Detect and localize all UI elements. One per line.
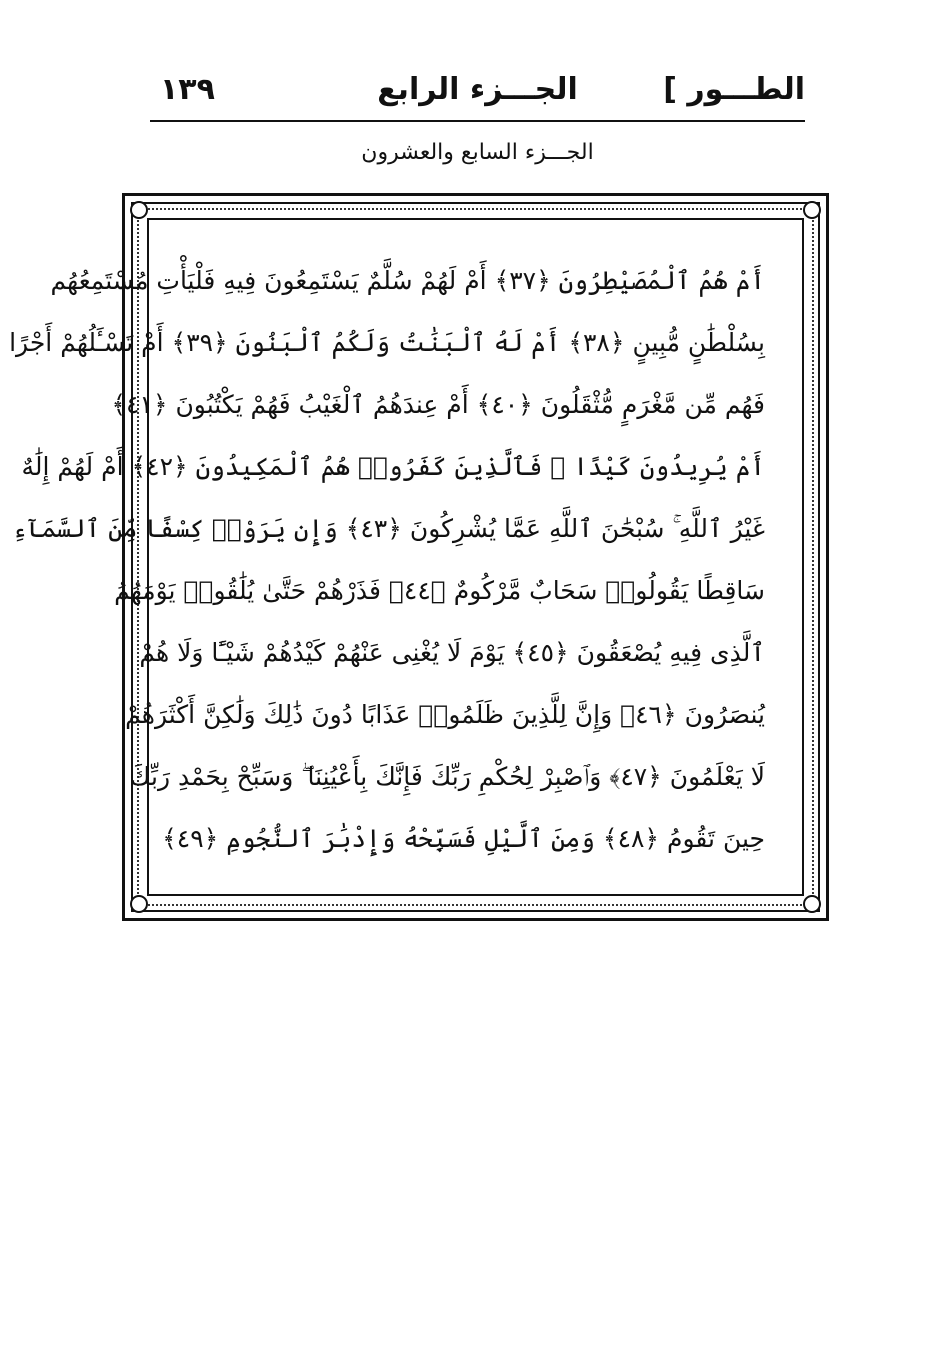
verse-line: بِسُلْطَٰنٍ مُّبِينٍ ﴿٣٨﴾ أَمْ لَهُ ٱلْبَنَٰتُ وَلَكُمُ ٱلْبَنُونَ ﴿٣٩﴾ أَمْ تَسْـَٔلُهُمْ أَجْرًا bbox=[9, 328, 765, 357]
verse-line: ٱلَّذِى فِيهِ يُصْعَقُونَ ﴿٤٥﴾ يَوْمَ لَا يُغْنِى عَنْهُمْ كَيْدُهُمْ شَيْـًٔا وَلَا هُمْ bbox=[139, 638, 765, 667]
verse-line: فَهُم مِّن مَّغْرَمٍ مُّثْقَلُونَ ﴿٤٠﴾ أَمْ عِندَهُمُ ٱلْغَيْبُ فَهُمْ يَكْتُبُونَ ﴿٤١﴾ bbox=[111, 390, 765, 419]
verse-line: يُنصَرُونَ ﴿٤٦﴾ وَإِنَّ لِلَّذِينَ ظَلَمُوا۟ عَذَابًا دُونَ ذَٰلِكَ وَلَٰكِنَّ أَكْثَرَهُمْ bbox=[125, 700, 765, 729]
part-title: الجـــزء الرابع bbox=[377, 72, 578, 107]
verse-line: أَمْ هُمُ ٱلْمُصَيْطِرُونَ ﴿٣٧﴾ أَمْ لَهُمْ سُلَّمٌ يَسْتَمِعُونَ فِيهِ فَلْيَأْتِ مُسْتَمِعُهُم bbox=[50, 266, 765, 295]
verse-line: غَيْرُ ٱللَّهِ ۚ سُبْحَٰنَ ٱللَّهِ عَمَّا يُشْرِكُونَ ﴿٤٣﴾ وَإِن يَرَوْا۟ كِسْفًا مِّنَ ٱلسَّمَآءِ bbox=[12, 514, 765, 543]
verse-line: سَاقِطًا يَقُولُوا۟ سَحَابٌ مَّرْكُومٌ ﴿٤٤﴾ فَذَرْهُمْ حَتَّىٰ يُلَٰقُوا۟ يَوْمَهُمُ bbox=[114, 576, 765, 605]
surah-name: الطـــور ] bbox=[663, 72, 805, 107]
header-divider bbox=[150, 120, 805, 122]
page-number: ١٣٩ bbox=[160, 72, 215, 107]
verse-line: حِينَ تَقُومُ ﴿٤٨﴾ وَمِنَ ٱلَّيْلِ فَسَبِّحْهُ وَإِدْبَٰرَ ٱلنُّجُومِ ﴿٤٩﴾ bbox=[162, 824, 765, 853]
corner-ornament bbox=[803, 895, 821, 913]
corner-ornament bbox=[803, 201, 821, 219]
verse-text-block bbox=[9, 250, 765, 870]
verse-line: لَا يَعْلَمُونَ ﴿٤٧﴾ وَٱصْبِرْ لِحُكْمِ رَبِّكَ فَإِنَّكَ بِأَعْيُنِنَا ۖ وَسَبِّحْ بِحَمْدِ رَبِّكَ bbox=[129, 762, 765, 791]
verse-line: أَمْ يُرِيدُونَ كَيْدًا ۖ فَٱلَّذِينَ كَفَرُوا۟ هُمُ ٱلْمَكِيدُونَ ﴿٤٢﴾ أَمْ لَهُمْ إِلَٰهٌ bbox=[21, 452, 765, 481]
page-header bbox=[150, 72, 805, 112]
corner-ornament bbox=[130, 895, 148, 913]
corner-ornament bbox=[130, 201, 148, 219]
juz-subheading: الجـــزء السابع والعشرون bbox=[361, 140, 594, 165]
